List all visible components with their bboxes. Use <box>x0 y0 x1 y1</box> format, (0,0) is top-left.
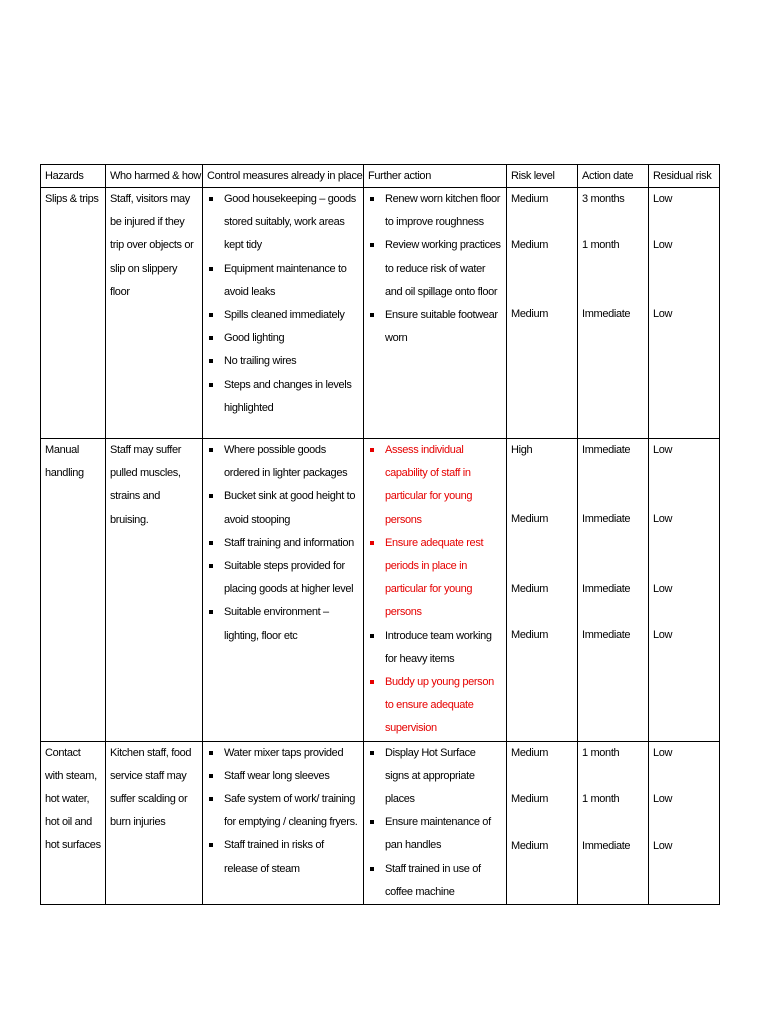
risk-level-cell <box>507 439 578 742</box>
action-date-value: 3 months <box>582 193 625 205</box>
header-risk-level: Risk level <box>507 165 578 188</box>
further-action-item: Renew worn kitchen floor to improve roughness <box>368 188 502 234</box>
action-date-value: Immediate <box>582 583 631 595</box>
action-date-value: Immediate <box>582 308 631 320</box>
header-who-harmed: Who harmed & how <box>106 165 203 188</box>
further-action-cell <box>364 439 507 742</box>
residual-risk-value: Low <box>653 308 673 320</box>
table-row <box>41 439 720 742</box>
control-item: Suitable environment – lighting, floor etc <box>207 601 359 647</box>
further-action-item: Assess individual capability of staff in particular for young persons <box>368 439 502 532</box>
hazard-cell: Contact with steam, hot water, hot oil and hot surfaces <box>41 741 106 904</box>
control-item: Good housekeeping – goods stored suitably, work areas kept tidy <box>207 188 359 258</box>
risk-level-value: Medium <box>511 513 549 525</box>
risk-level-value: Medium <box>511 583 549 595</box>
further-action-cell <box>364 188 507 439</box>
further-action-item: Display Hot Surface signs at appropriate places <box>368 742 502 812</box>
residual-risk-cell <box>649 439 720 742</box>
control-item: Safe system of work/ training for emptying / cleaning fryers. <box>207 788 359 834</box>
risk-level-value: High <box>511 444 533 456</box>
residual-risk-value: Low <box>653 513 673 525</box>
who-harmed-cell: Staff, visitors may be injured if they trip over objects or slip on slippery floor <box>106 188 203 439</box>
risk-level-cell <box>507 188 578 439</box>
risk-level-cell <box>507 741 578 904</box>
further-action-item: Buddy up young person to ensure adequate supervision <box>368 671 502 741</box>
residual-risk-value: Low <box>653 239 673 251</box>
residual-risk-value: Low <box>653 444 673 456</box>
table-row <box>41 741 720 904</box>
residual-risk-value: Low <box>653 193 673 205</box>
hazard-cell: Slips & trips <box>41 188 106 439</box>
header-further-action: Further action <box>364 165 507 188</box>
control-item: Steps and changes in levels highlighted <box>207 374 359 420</box>
control-item: Staff training and information <box>207 532 359 555</box>
control-item: Spills cleaned immediately <box>207 304 359 327</box>
control-item: Water mixer taps provided <box>207 742 359 765</box>
control-item: Suitable steps provided for placing goods at higher level <box>207 555 359 601</box>
control-item: Staff wear long sleeves <box>207 765 359 788</box>
action-date-value: 1 month <box>582 746 620 759</box>
header-row <box>41 165 720 188</box>
risk-level-value: Medium <box>511 839 549 852</box>
header-residual-risk: Residual risk <box>649 165 720 188</box>
action-date-value: Immediate <box>582 513 631 525</box>
risk-assessment-table <box>40 164 720 905</box>
action-date-cell <box>578 188 649 439</box>
risk-level-value: Medium <box>511 629 549 641</box>
who-harmed-cell: Staff may suffer pulled muscles, strains and bruising. <box>106 439 203 742</box>
action-date-value: 1 month <box>582 239 620 251</box>
action-date-value: Immediate <box>582 444 631 456</box>
control-item: Bucket sink at good height to avoid stooping <box>207 485 359 531</box>
risk-level-value: Medium <box>511 746 549 759</box>
action-date-cell <box>578 741 649 904</box>
risk-level-value: Medium <box>511 308 549 320</box>
control-item: Equipment maintenance to avoid leaks <box>207 258 359 304</box>
header-hazards: Hazards <box>41 165 106 188</box>
further-action-item: Introduce team working for heavy items <box>368 625 502 671</box>
residual-risk-cell <box>649 741 720 904</box>
control-item: Where possible goods ordered in lighter packages <box>207 439 359 485</box>
residual-risk-value: Low <box>653 629 673 641</box>
hazard-cell: Manual handling <box>41 439 106 742</box>
controls-cell <box>203 439 364 742</box>
table-row <box>41 188 720 439</box>
residual-risk-value: Low <box>653 583 673 595</box>
residual-risk-value: Low <box>653 839 673 852</box>
header-action-date: Action date <box>578 165 649 188</box>
action-date-value: Immediate <box>582 629 631 641</box>
residual-risk-value: Low <box>653 746 673 759</box>
action-date-cell <box>578 439 649 742</box>
control-item: Good lighting <box>207 327 359 350</box>
residual-risk-value: Low <box>653 792 673 805</box>
further-action-item: Review working practices to reduce risk of water and oil spillage onto floor <box>368 234 502 304</box>
further-action-item: Ensure adequate rest periods in place in particular for young persons <box>368 532 502 625</box>
further-action-item: Ensure suitable footwear worn <box>368 304 502 350</box>
who-harmed-cell: Kitchen staff, food service staff may suffer scalding or burn injuries <box>106 741 203 904</box>
action-date-value: Immediate <box>582 839 631 852</box>
further-action-item: Staff trained in use of coffee machine <box>368 858 502 904</box>
risk-level-value: Medium <box>511 792 549 805</box>
controls-cell <box>203 188 364 439</box>
action-date-value: 1 month <box>582 792 620 805</box>
residual-risk-cell <box>649 188 720 439</box>
controls-cell <box>203 741 364 904</box>
control-item: Staff trained in risks of release of steam <box>207 834 359 880</box>
risk-level-value: Medium <box>511 239 549 251</box>
further-action-cell <box>364 741 507 904</box>
further-action-item: Ensure maintenance of pan handles <box>368 811 502 857</box>
risk-level-value: Medium <box>511 193 549 205</box>
control-item: No trailing wires <box>207 350 359 373</box>
header-control-measures: Control measures already in place <box>203 165 364 188</box>
